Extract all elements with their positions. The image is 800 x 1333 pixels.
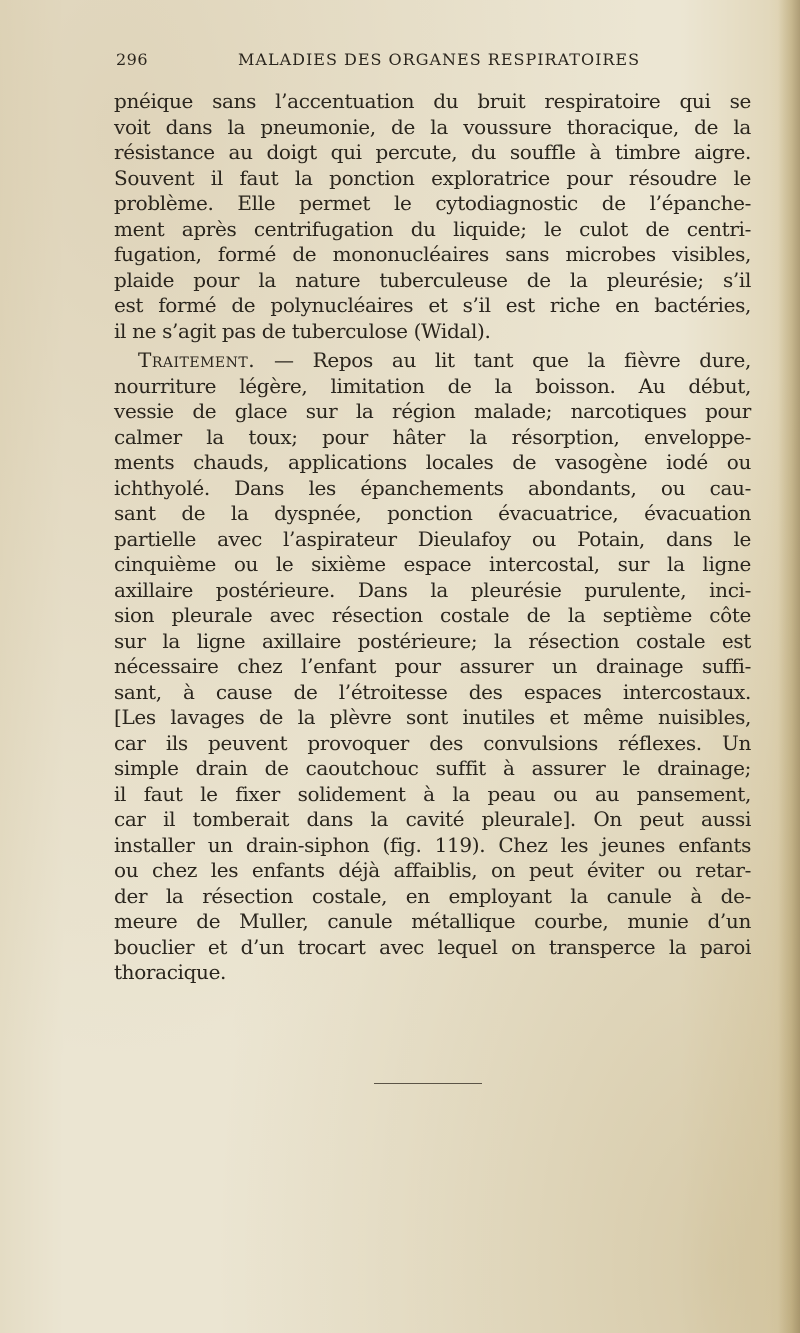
text-line: est formé de polynucléaires et s’il est riche en bactéries, xyxy=(114,293,751,317)
text-line: Souvent il faut la ponction exploratrice pour résoudre le xyxy=(114,165,751,190)
paragraph-diagnosis xyxy=(114,89,751,344)
text-line: calmer la toux; pour hâter la résorption, enveloppe- xyxy=(114,424,751,449)
running-title: MALADIES DES ORGANES RESPIRATOIRES xyxy=(238,50,641,69)
text-line: résistance au doigt qui percute, du souffle à timbre aigre. xyxy=(114,140,751,164)
text-line: ou chez les enfants déjà affaiblis, on peut éviter ou retar- xyxy=(114,858,751,882)
text-line: simple drain de caoutchouc suffit à assurer le drainage; xyxy=(114,756,751,780)
page-number: 296 xyxy=(116,50,149,69)
text-line: vessie de glace sur la région malade; narcotiques pour xyxy=(114,399,751,423)
text-line: sur la ligne axillaire postérieure; la résection costale est xyxy=(114,628,751,653)
text-line: thoracique. xyxy=(114,960,227,984)
text-line: sant, à cause de l’étroitesse des espaces intercostaux. xyxy=(114,679,751,704)
text-line: pnéique sans l’accentuation du bruit respiratoire qui se xyxy=(114,89,751,113)
text-line: voit dans la pneumonie, de la voussure thoracique, de la xyxy=(114,114,751,139)
text-line: partielle avec l’aspirateur Dieulafoy ou Potain, dans le xyxy=(114,526,751,551)
text-line: sion pleurale avec résection costale de la septième côte xyxy=(114,603,751,627)
end-rule-divider xyxy=(374,1083,482,1084)
text-line: il ne s’agit pas de tuberculose (Widal). xyxy=(114,318,491,343)
text-line: problème. Elle permet le cytodiagnostic de l’épanche- xyxy=(114,191,751,215)
text-line: der la résection costale, en employant la canule à de- xyxy=(114,883,751,908)
page-edge-shadow xyxy=(778,0,800,1333)
paragraph-treatment xyxy=(114,348,751,986)
text-line: installer un drain-siphon (fig. 119). Chez les jeunes enfants xyxy=(114,832,751,857)
text-line: ment après centrifugation du liquide; le culot de centri- xyxy=(114,216,751,241)
text-line: bouclier et d’un trocart avec lequel on transperce la paroi xyxy=(114,934,751,959)
text-line: nourriture légère, limitation de la boisson. Au début, xyxy=(114,373,751,398)
text-line: car il tomberait dans la cavité pleurale]. On peut aussi xyxy=(114,807,751,831)
text-line: car ils peuvent provoquer des convulsions réflexes. Un xyxy=(114,730,751,755)
text-line: ichthyolé. Dans les épanchements abondants, ou cau- xyxy=(114,475,751,500)
text-line: fugation, formé de mononucléaires sans microbes visibles, xyxy=(114,242,751,266)
text-line: meure de Muller, canule métallique courbe, munie d’un xyxy=(114,909,751,933)
text-line: ments chauds, applications locales de vasogène iodé ou xyxy=(114,450,751,474)
text-line: cinquième ou le sixième espace intercostal, sur la ligne xyxy=(114,552,751,576)
body-text xyxy=(114,89,751,986)
heading-continuation: — Repos au lit tant que la fièvre dure, xyxy=(255,348,751,372)
page-header xyxy=(116,50,750,74)
section-heading-traitement: Traitement. xyxy=(138,348,256,372)
text-line xyxy=(114,348,751,374)
text-line: sant de la dyspnée, ponction évacuatrice, évacuation xyxy=(114,501,751,525)
text-line: axillaire postérieure. Dans la pleurésie purulente, inci- xyxy=(114,577,751,602)
text-line: [Les lavages de la plèvre sont inutiles et même nuisibles, xyxy=(114,705,751,729)
text-line: plaide pour la nature tuberculeuse de la pleurésie; s’il xyxy=(114,267,751,292)
text-line: il faut le fixer solidement à la peau ou au pansement, xyxy=(114,781,751,806)
text-line: nécessaire chez l’enfant pour assurer un drainage suffi- xyxy=(114,654,751,678)
